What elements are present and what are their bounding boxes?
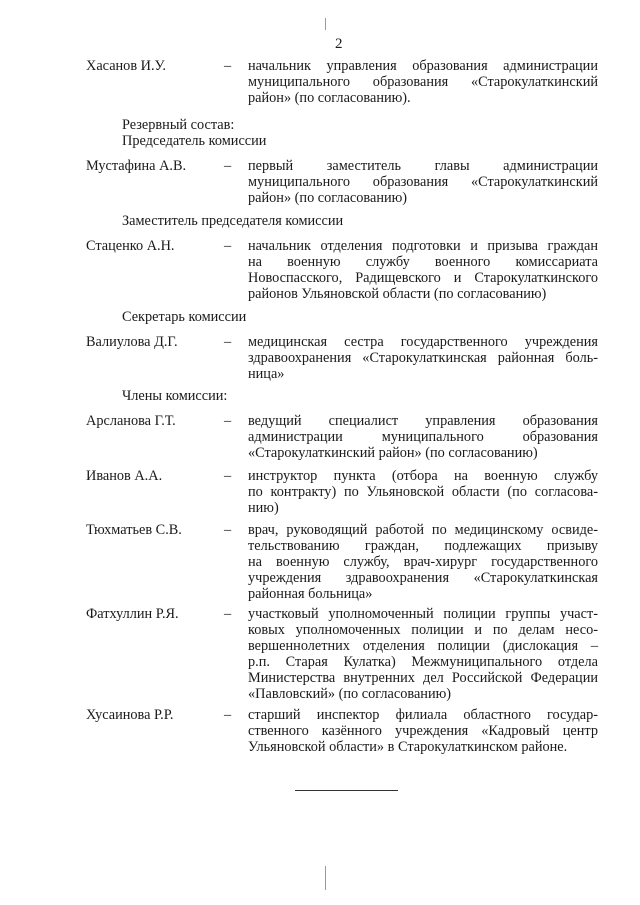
member-name: Мустафина А.В.: [86, 158, 187, 174]
position-line: тельствованию граждан, подлежащих призыву: [248, 538, 598, 554]
member-name: Валиулова Д.Г.: [86, 334, 178, 350]
dash-separator: –: [224, 413, 232, 429]
position-line: врач, руководящий работой по медицинскому освиде-: [248, 522, 598, 538]
member-name: Иванов А.А.: [86, 468, 163, 484]
section-heading-reserve: Резервный состав:: [122, 117, 235, 133]
member-position: [248, 522, 598, 602]
dash-separator: –: [224, 58, 232, 74]
position-line: здравоохранения «Старокулаткинская районная боль-: [248, 350, 598, 366]
member-position: [248, 334, 598, 382]
dash-separator: –: [224, 468, 232, 484]
position-line: старший инспектор филиала областного государ-: [248, 707, 598, 723]
position-line: ковых уполномоченных полиции и по делам несо-: [248, 622, 598, 638]
position-line: районная больница»: [248, 586, 373, 602]
member-name: Хасанов И.У.: [86, 58, 166, 74]
position-line: Новоспасского, Радищевского и Старокулаткинского: [248, 270, 598, 286]
position-line: медицинская сестра государственного учреждения: [248, 334, 598, 350]
position-line: ведущий специалист управления образования: [248, 413, 598, 429]
dash-separator: –: [224, 158, 232, 174]
position-line: администрации муниципального образования: [248, 429, 598, 445]
dash-separator: –: [224, 522, 232, 538]
dash-separator: –: [224, 707, 232, 723]
binding-mark-top: [325, 18, 326, 30]
position-line: первый заместитель главы администрации: [248, 158, 598, 174]
position-line: Министерства внутренних дел Российской Федерации: [248, 670, 598, 686]
member-position: [248, 158, 598, 206]
member-name: Арсланова Г.Т.: [86, 413, 176, 429]
binding-mark-bottom: [325, 866, 326, 890]
member-position: [248, 413, 598, 461]
position-line: «Павловский» (по согласованию): [248, 686, 452, 702]
position-line: по контракту) по Ульяновской области (по согласова-: [248, 484, 598, 500]
dash-separator: –: [224, 334, 232, 350]
position-line: ственного казённого учреждения «Кадровый центр: [248, 723, 598, 739]
position-line: р.п. Старая Кулатка) Межмуниципального отдела: [248, 654, 598, 670]
position-line: учреждения здравоохранения «Старокулаткинская: [248, 570, 598, 586]
position-line: начальник отделения подготовки и призыва граждан: [248, 238, 598, 254]
position-line: районов Ульяновской области (по согласованию): [248, 286, 547, 302]
position-line: муниципального образования «Старокулаткинский: [248, 74, 598, 90]
member-position: [248, 468, 598, 516]
position-line: участковый уполномоченный полиции группы участ-: [248, 606, 598, 622]
section-heading-deputy-chairman: Заместитель председателя комиссии: [122, 213, 344, 229]
member-name: Хусаинова Р.Р.: [86, 707, 174, 723]
section-heading-members: Члены комиссии:: [122, 388, 228, 404]
member-position: [248, 238, 598, 302]
member-name: Фатхуллин Р.Я.: [86, 606, 179, 622]
member-position: [248, 606, 598, 702]
section-heading-secretary: Секретарь комиссии: [122, 309, 247, 325]
position-line: «Старокулаткинский район» (по согласованию): [248, 445, 538, 461]
member-name: Тюхматьев С.В.: [86, 522, 182, 538]
section-heading-chairman: Председатель комиссии: [122, 133, 267, 149]
position-line: вершеннолетних отделения полиции (дислокация –: [248, 638, 598, 654]
position-line: район» (по согласованию).: [248, 90, 411, 106]
position-line: на военную службу, врач-хирург государственного: [248, 554, 598, 570]
position-line: Ульяновской области» в Старокулаткинском районе.: [248, 739, 568, 755]
page-number: 2: [335, 36, 343, 52]
member-name: Стаценко А.Н.: [86, 238, 175, 254]
dash-separator: –: [224, 606, 232, 622]
position-line: нию): [248, 500, 279, 516]
position-line: район» (по согласованию): [248, 190, 408, 206]
position-line: муниципального образования «Старокулаткинский: [248, 174, 598, 190]
closing-rule: [295, 790, 398, 791]
position-line: начальник управления образования администрации: [248, 58, 598, 74]
position-line: ница»: [248, 366, 285, 382]
position-line: инструктор пункта (отбора на военную службу: [248, 468, 598, 484]
member-position: [248, 707, 598, 755]
position-line: на военную службу военного комиссариата: [248, 254, 598, 270]
dash-separator: –: [224, 238, 232, 254]
member-position: [248, 58, 598, 106]
